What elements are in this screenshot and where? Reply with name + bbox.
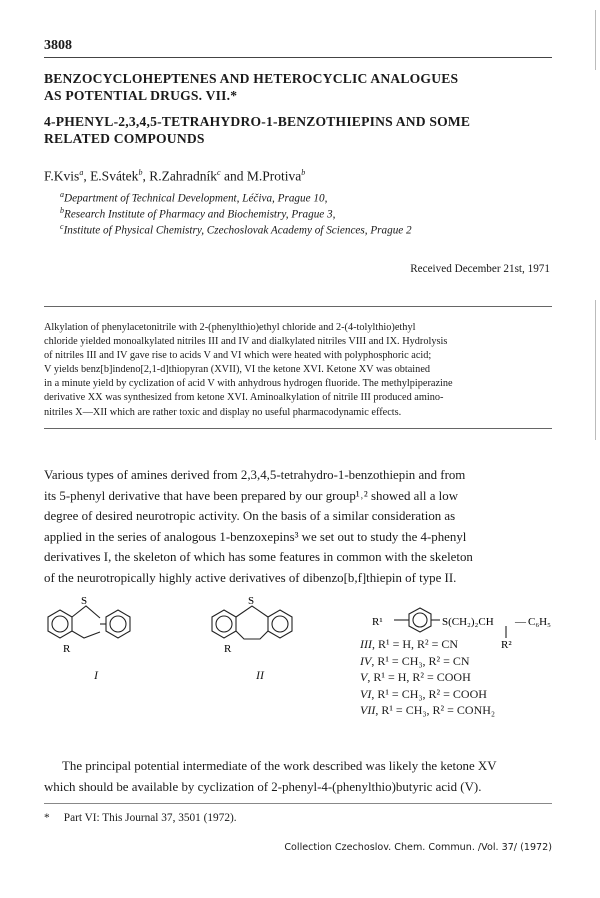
body-line: derivatives I, the skeleton of which has some features in common with the skeleton [44,550,473,564]
structure-II [200,592,320,664]
body-line: which should be available by cyclization of 2-phenyl-4-(phenylthio)butyric acid (V). [44,779,482,794]
compound-row [360,653,495,670]
author-name: E.Svátek [90,168,139,184]
footnote-mark: * [44,812,50,824]
abstract-line: Alkylation of phenylacetonitrile with 2-(phenylthio)ethyl chloride and 2-(4-tolylthio)ethyl [44,322,416,333]
author-mark: b [301,168,306,177]
group-R-label: R [224,643,232,655]
footnote-rule [44,803,552,804]
affiliation-text: Research Institute of Pharmacy and Biochemistry, Prague 3, [64,208,336,221]
body-paragraph [44,756,556,797]
author-conjunction: and [223,168,244,184]
compound-substituents: , R¹ = H, R² = CN [372,637,459,651]
atom-S-label: S [81,595,88,607]
author-name: M.Protiva [246,168,302,184]
body-line: The principal potential intermediate of the work described was likely the ketone XV [62,759,497,773]
affiliation-mark: b [60,206,64,215]
author-name: F.Kvis [44,168,80,184]
author-mark: a [79,168,84,177]
compound-id: III [360,637,372,651]
body-line: degree of desired neurotropic activity. On the basis of a similar consideration as [44,509,456,523]
affiliation-text: Department of Technical Development, Léčiva, Prague 10, [64,192,328,205]
footnote-text: Part VI: This Journal 37, 3501 (1972). [63,812,237,824]
compound-row [360,669,495,686]
r2-label: R² [501,639,512,648]
compound-row [360,702,495,719]
structure-I-label: I [94,668,98,682]
body-line: its 5-phenyl derivative that have been prepared by our group¹˒² showed all a low [44,488,459,503]
affiliation-mark: c [60,222,64,231]
abstract-line: derivative XX was synthesized from ketone XVI. Aminoalkylation of nitrile III produced amino- [44,392,444,404]
abstract-line: nitriles X—XII which are rather toxic and display no useful pharmacodynamic effects. [44,406,402,418]
abstract-top-rule [44,306,552,307]
footnote [44,812,237,824]
author-mark: c [217,168,221,177]
body-line: applied in the series of analogous 1-benzoxepins³ we set out to study the 4-phenyl [44,529,467,544]
chain-label: S(CH₂)₂CH [442,616,494,628]
structure-II-label: II [256,668,264,682]
title-line-2: AS POTENTIAL DRUGS. VII.* [44,88,238,103]
author-name: R.Zahradník [149,168,218,184]
scan-margin-line [595,300,596,440]
compound-id: V [360,670,368,684]
group-R-label: R [63,643,71,655]
body-line: of the neurotropically highly active derivatives of dibenzo[b,f]thiepin of type II. [44,570,457,585]
page-number: 3808 [44,38,72,53]
compound-row [360,686,495,703]
scan-margin-line [595,10,596,70]
affiliation [60,219,412,239]
article-subtitle [44,113,554,147]
affiliation-mark: a [60,190,64,199]
r1-label: R¹ [372,616,383,628]
compound-substituents: , R¹ = CH₃, R² = CONH₂ [375,703,496,717]
body-line: Various types of amines derived from 2,3,4,5-tetrahydro-1-benzothiepin and from [44,468,466,482]
structure-I [38,592,158,664]
abstract-line: V yields benz[b]indeno[2,1-d]thiopyran (XVII), VI the ketone XVI. Ketone XV was obtained [44,364,431,376]
abstract [44,321,554,420]
body-paragraph [44,465,556,588]
compound-substituents: , R¹ = H, R² = COOH [367,670,471,684]
article-title [44,70,554,104]
abstract-line: of nitriles III and IV gave rise to acids V and VI which were heated with polyphosphoric acid; [44,350,432,362]
author-list: F.Kvis$^a$, E.Svátek$^b$, R.Zahradník$^c$ and M.Protiva$^b$ [44,168,306,184]
compound-id: IV [360,653,372,668]
abstract-line: chloride yielded monoalkylated nitriles III and IV and dialkylated nitriles VIII and IX. Hydrolysis [44,336,448,348]
author-mark: b [138,168,143,177]
header-rule [44,57,552,58]
compound-substituents: , R¹ = CH₃, R² = CN [371,653,470,668]
abstract-bottom-rule [44,428,552,429]
phenyl-label: C₆H₅ [528,616,551,628]
subtitle-line-1: 4-PHENYL-2,3,4,5-TETRAHYDRO-1-BENZOTHIEPINS AND SOME [44,114,471,129]
compound-row [360,636,495,653]
compound-id: VI [360,686,372,701]
subtitle-line-2: RELATED COMPOUNDS [44,131,205,146]
title-line-1: BENZOCYCLOHEPTENES AND HETEROCYCLIC ANALOGUES [44,71,459,86]
received-date: Received December 21st, 1971 [410,263,550,275]
bond-dash: — [515,616,526,628]
affiliation-text: Institute of Physical Chemistry, Czechoslovak Academy of Sciences, Prague 2 [63,224,412,237]
atom-S-label: S [248,595,255,607]
compound-id: VII [360,703,376,717]
compound-substituents: , R¹ = CH₃, R² = COOH [371,686,487,701]
compound-list [360,636,495,719]
abstract-line: in a minute yield by cyclization of acid V with anhydrous hydrogen fluoride. The methylpiperazine [44,378,453,390]
journal-footer: Collection Czechoslov. Chem. Commun. /Vol. 37/ (1972) [284,842,552,853]
